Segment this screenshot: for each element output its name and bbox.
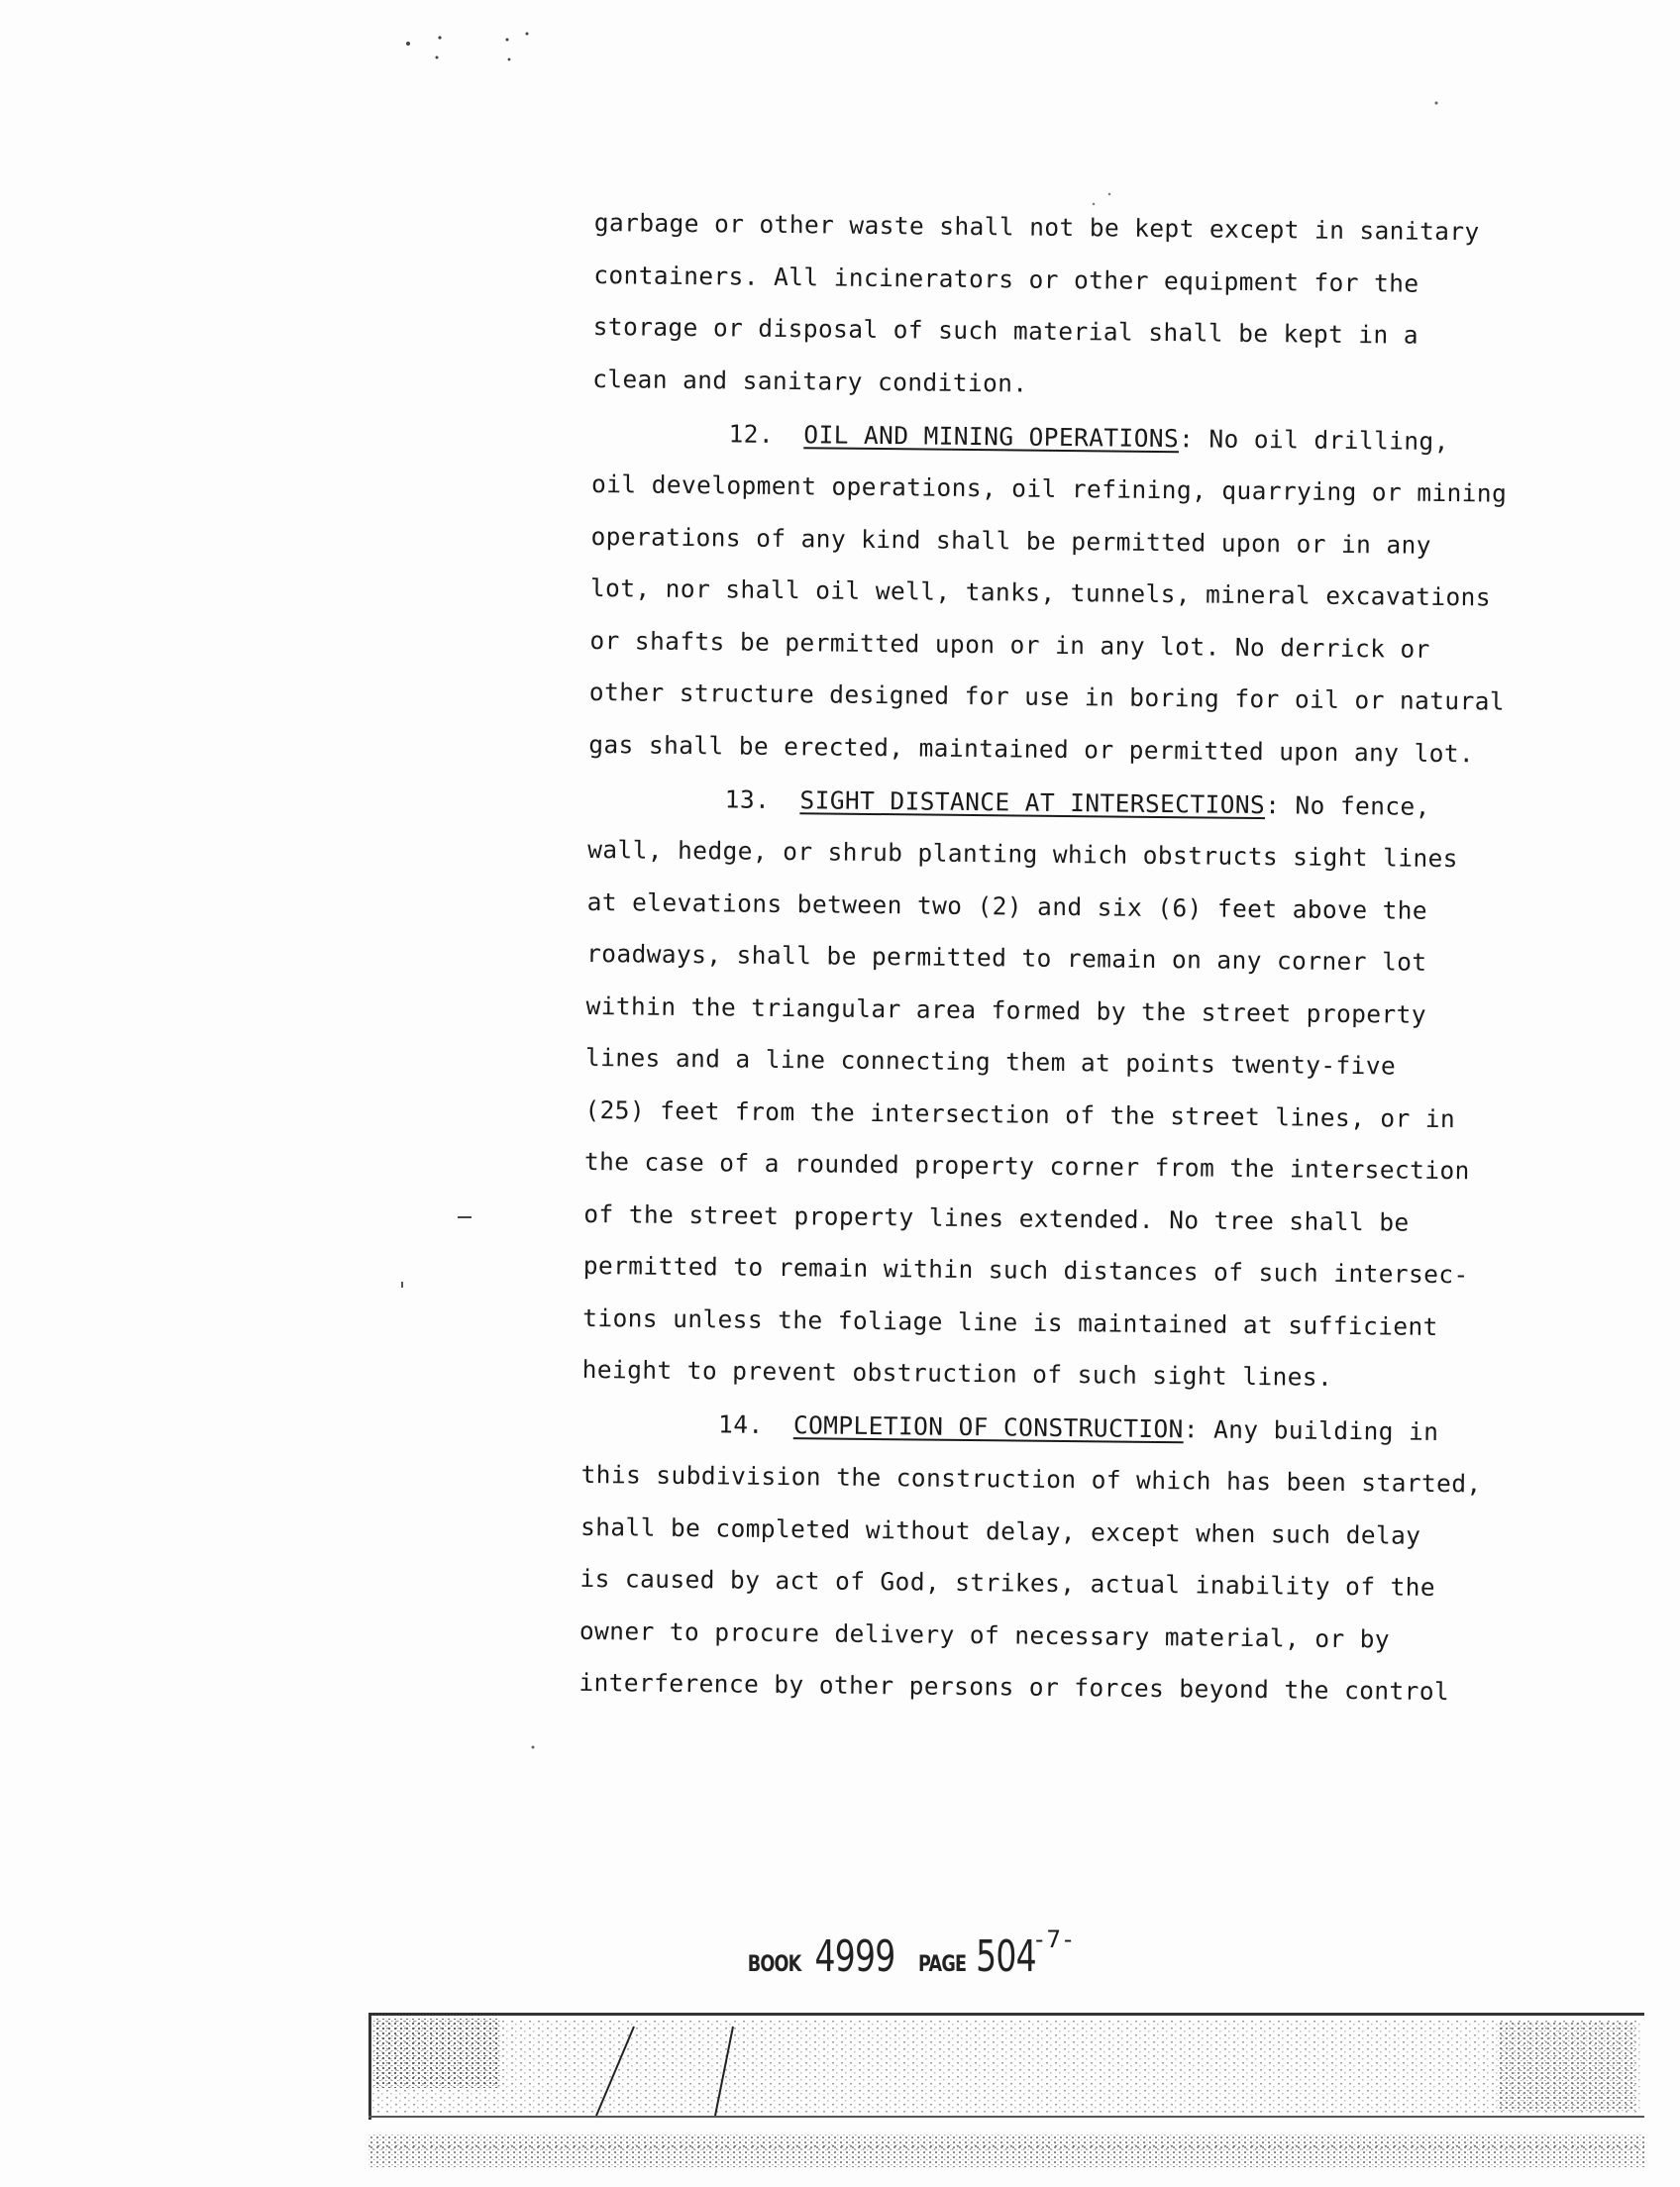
section-number: 13. <box>724 784 771 814</box>
text-line: or shafts be permitted upon or in any lot. No derrick or <box>589 625 1430 664</box>
recording-stamp <box>741 1931 1050 1991</box>
text-line: permitted to remain within such distances of such intersec- <box>582 1250 1469 1290</box>
text-line: roadways, shall be permitted to remain on any corner lot <box>585 938 1427 977</box>
text-line: wall, hedge, or shrub planting which obstructs sight lines <box>587 834 1459 874</box>
section-heading: COMPLETION OF CONSTRUCTION <box>792 1410 1184 1444</box>
text-line: owner to procure delivery of necessary material, or by <box>578 1615 1391 1654</box>
section-number: 12. <box>728 419 775 449</box>
text-line: containers. All incinerators or other equipment for the <box>593 260 1419 298</box>
section-heading: SIGHT DISTANCE AT INTERSECTIONS <box>799 785 1266 820</box>
text-line: garbage or other waste shall not be kept except in sanitary <box>593 208 1480 247</box>
text-line: gas shall be erected, maintained or permitted upon any lot. <box>588 729 1475 769</box>
section-first-line-rest: : No oil drilling, <box>1178 424 1449 457</box>
book-number: 4999 <box>814 1931 895 1982</box>
book-label: BOOK <box>747 1952 801 1977</box>
text-line: the case of a rounded property corner from the intersection <box>583 1146 1470 1186</box>
text-line: of the street property lines extended. No tree shall be <box>583 1198 1410 1237</box>
text-line: is caused by act of God, strikes, actual inability of the <box>579 1563 1436 1602</box>
page-number: -7- <box>1032 1926 1076 1953</box>
text-line: (25) feet from the intersection of the street lines, or in <box>584 1094 1456 1134</box>
text-line: clean and sanitary condition. <box>592 364 1028 398</box>
section-heading: OIL AND MINING OPERATIONS <box>803 420 1180 454</box>
text-line: shall be completed without delay, except when such delay <box>579 1511 1421 1550</box>
text-line: height to prevent obstruction of such sight lines. <box>581 1354 1333 1392</box>
text-line: interference by other persons or forces beyond the control <box>578 1667 1450 1707</box>
text-line: this subdivision the construction of which has been started, <box>580 1459 1482 1499</box>
text-line: at elevations between two (2) and six (6) feet above the <box>586 886 1428 925</box>
text-line: lot, nor shall oil well, tanks, tunnels, mineral excavations <box>589 573 1492 612</box>
text-line: operations of any kind shall be permitted upon or in any <box>590 521 1432 560</box>
text-line: storage or disposal of such material shall be kept in a <box>592 311 1419 350</box>
section-number: 14. <box>717 1409 764 1439</box>
section-first-line-rest: : No fence, <box>1265 790 1430 821</box>
text-line: lines and a line connecting them at points twenty-five <box>584 1042 1397 1081</box>
text-line: tions unless the foliage line is maintained at sufficient <box>582 1302 1438 1341</box>
page-reference: 504 <box>976 1931 1037 1982</box>
text-line: other structure designed for use in boring for oil or natural <box>588 677 1506 716</box>
page-label: PAGE <box>918 1952 967 1977</box>
section-first-line-rest: : Any building in <box>1183 1414 1439 1446</box>
scan-artifact-band <box>359 2013 1646 2171</box>
text-line: within the triangular area formed by the street property <box>585 990 1427 1029</box>
text-line: oil development operations, oil refining, quarrying or mining <box>590 469 1508 508</box>
